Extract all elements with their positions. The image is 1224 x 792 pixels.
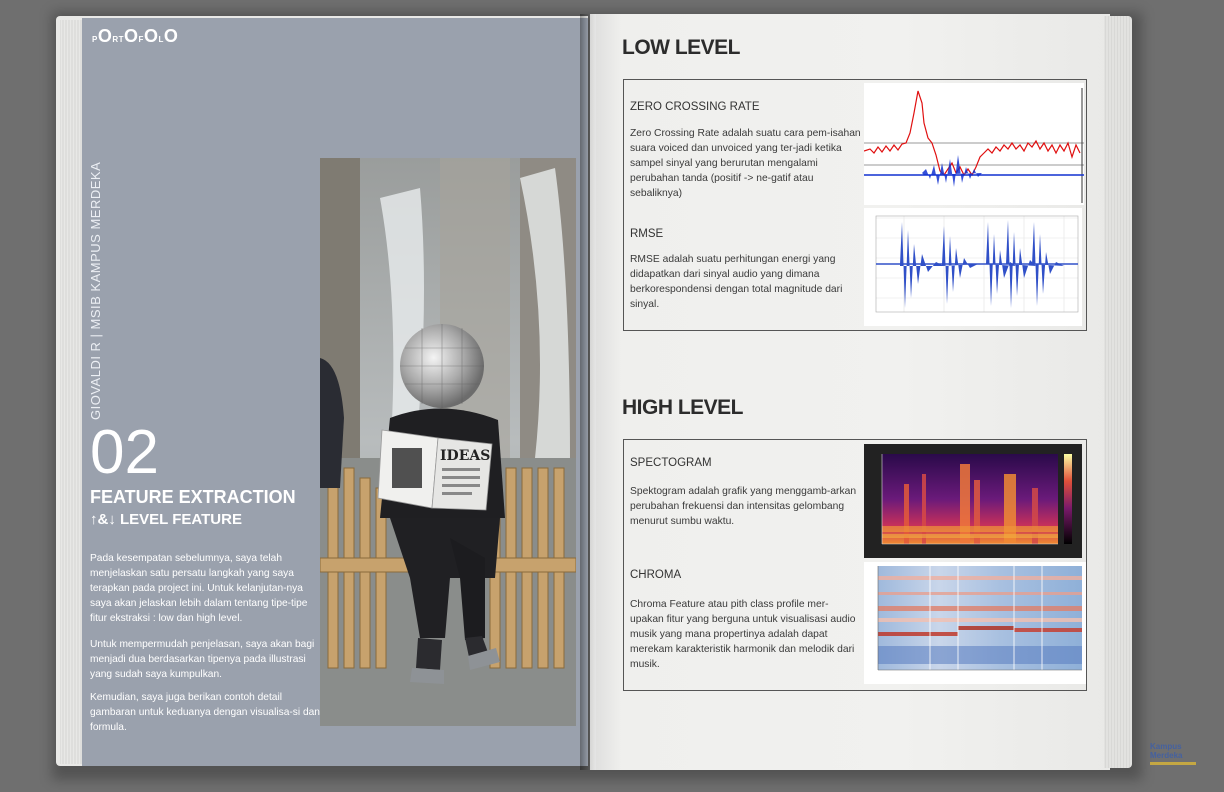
chroma-figure [864,562,1086,684]
portfolio-brand [92,26,178,47]
magazine-title: IDEAS [440,448,491,464]
chapter-number: 02 [90,418,159,487]
rmse-text: RMSE adalah suatu perhitungan energi yang didapatkan dari sinyal audio yang dimana berkorespondensi dengan total magnitude dari sinyal. [630,254,843,310]
book-spine [580,14,596,770]
spectogram-title: SPECTOGRAM [630,457,712,469]
brand-part: O [124,26,139,46]
spectogram-text: Spektogram adalah grafik yang menggamb-arkan perubahan frekuensi dan intensitas gelombang menurut sumbu waktu. [630,486,857,527]
brand-part: P [92,35,98,44]
brand-part: F [138,35,144,44]
rmse-figure [864,208,1082,326]
intro-paragraph: Untuk mempermudah penjelasan, saya akan bagi menjadi dua berdasarkan tipenya pada illustrasi yang sudah saya kumpulkan. [90,639,315,680]
rmse-title: RMSE [630,228,664,240]
author-vertical-label: GIOVALDI R | MSIB KAMPUS MERDEKA [88,161,103,420]
intro-paragraph: Kemudian, saya juga berikan contoh detail gambaran untuk keduanya dengan visualisa-si dan formula. [90,692,320,733]
chroma-text: Chroma Feature atau pith class profile mer-upakan fitur yang berguna untuk visualisasi audio musik yang mana propertinya adalah dapat merekam karakteristik harmonik dan melodik dari musik. [630,599,856,670]
zcr-title: ZERO CROSSING RATE [630,101,760,113]
brand-part: O [97,26,113,46]
logo-line-2: Merdeka [1150,751,1183,760]
low-level-heading: LOW LEVEL [622,36,740,59]
logo-line-1: Kampus [1150,742,1182,751]
chapter-title: FEATURE EXTRACTION [90,487,296,507]
brand-part: L [158,35,164,44]
brand-part: O [163,26,179,46]
high-level-heading: HIGH LEVEL [622,396,744,419]
logo-bar [1150,762,1196,765]
chapter-subtitle: ↑&↓ LEVEL FEATURE [90,511,242,528]
cover-photo [320,158,576,726]
intro-paragraph: Pada kesempatan sebelumnya, saya telah menjelaskan satu persatu langkah yang saya terapkan pada project ini. Untuk kelanjutan-nya saya akan jelaskan lebih dalam tentang tipe-tipe fitur ekstraksi : low dan high level. [90,553,308,624]
kampus-merdeka-logo [1150,742,1206,765]
zcr-text: Zero Crossing Rate adalah suatu cara pem-isahan suara voiced dan unvoiced yang ter-jadi ketika sampel sinyal yang berurutan mengalami perubahan tanda (positif -> ne-gatif atau sebaliknya) [630,128,861,199]
brand-part: RT [112,35,125,44]
zcr-figure [864,83,1084,205]
right-page-edges [1104,16,1132,768]
brand-part: O [143,26,159,46]
chroma-title: CHROMA [630,569,682,581]
spectogram-figure [864,444,1082,558]
